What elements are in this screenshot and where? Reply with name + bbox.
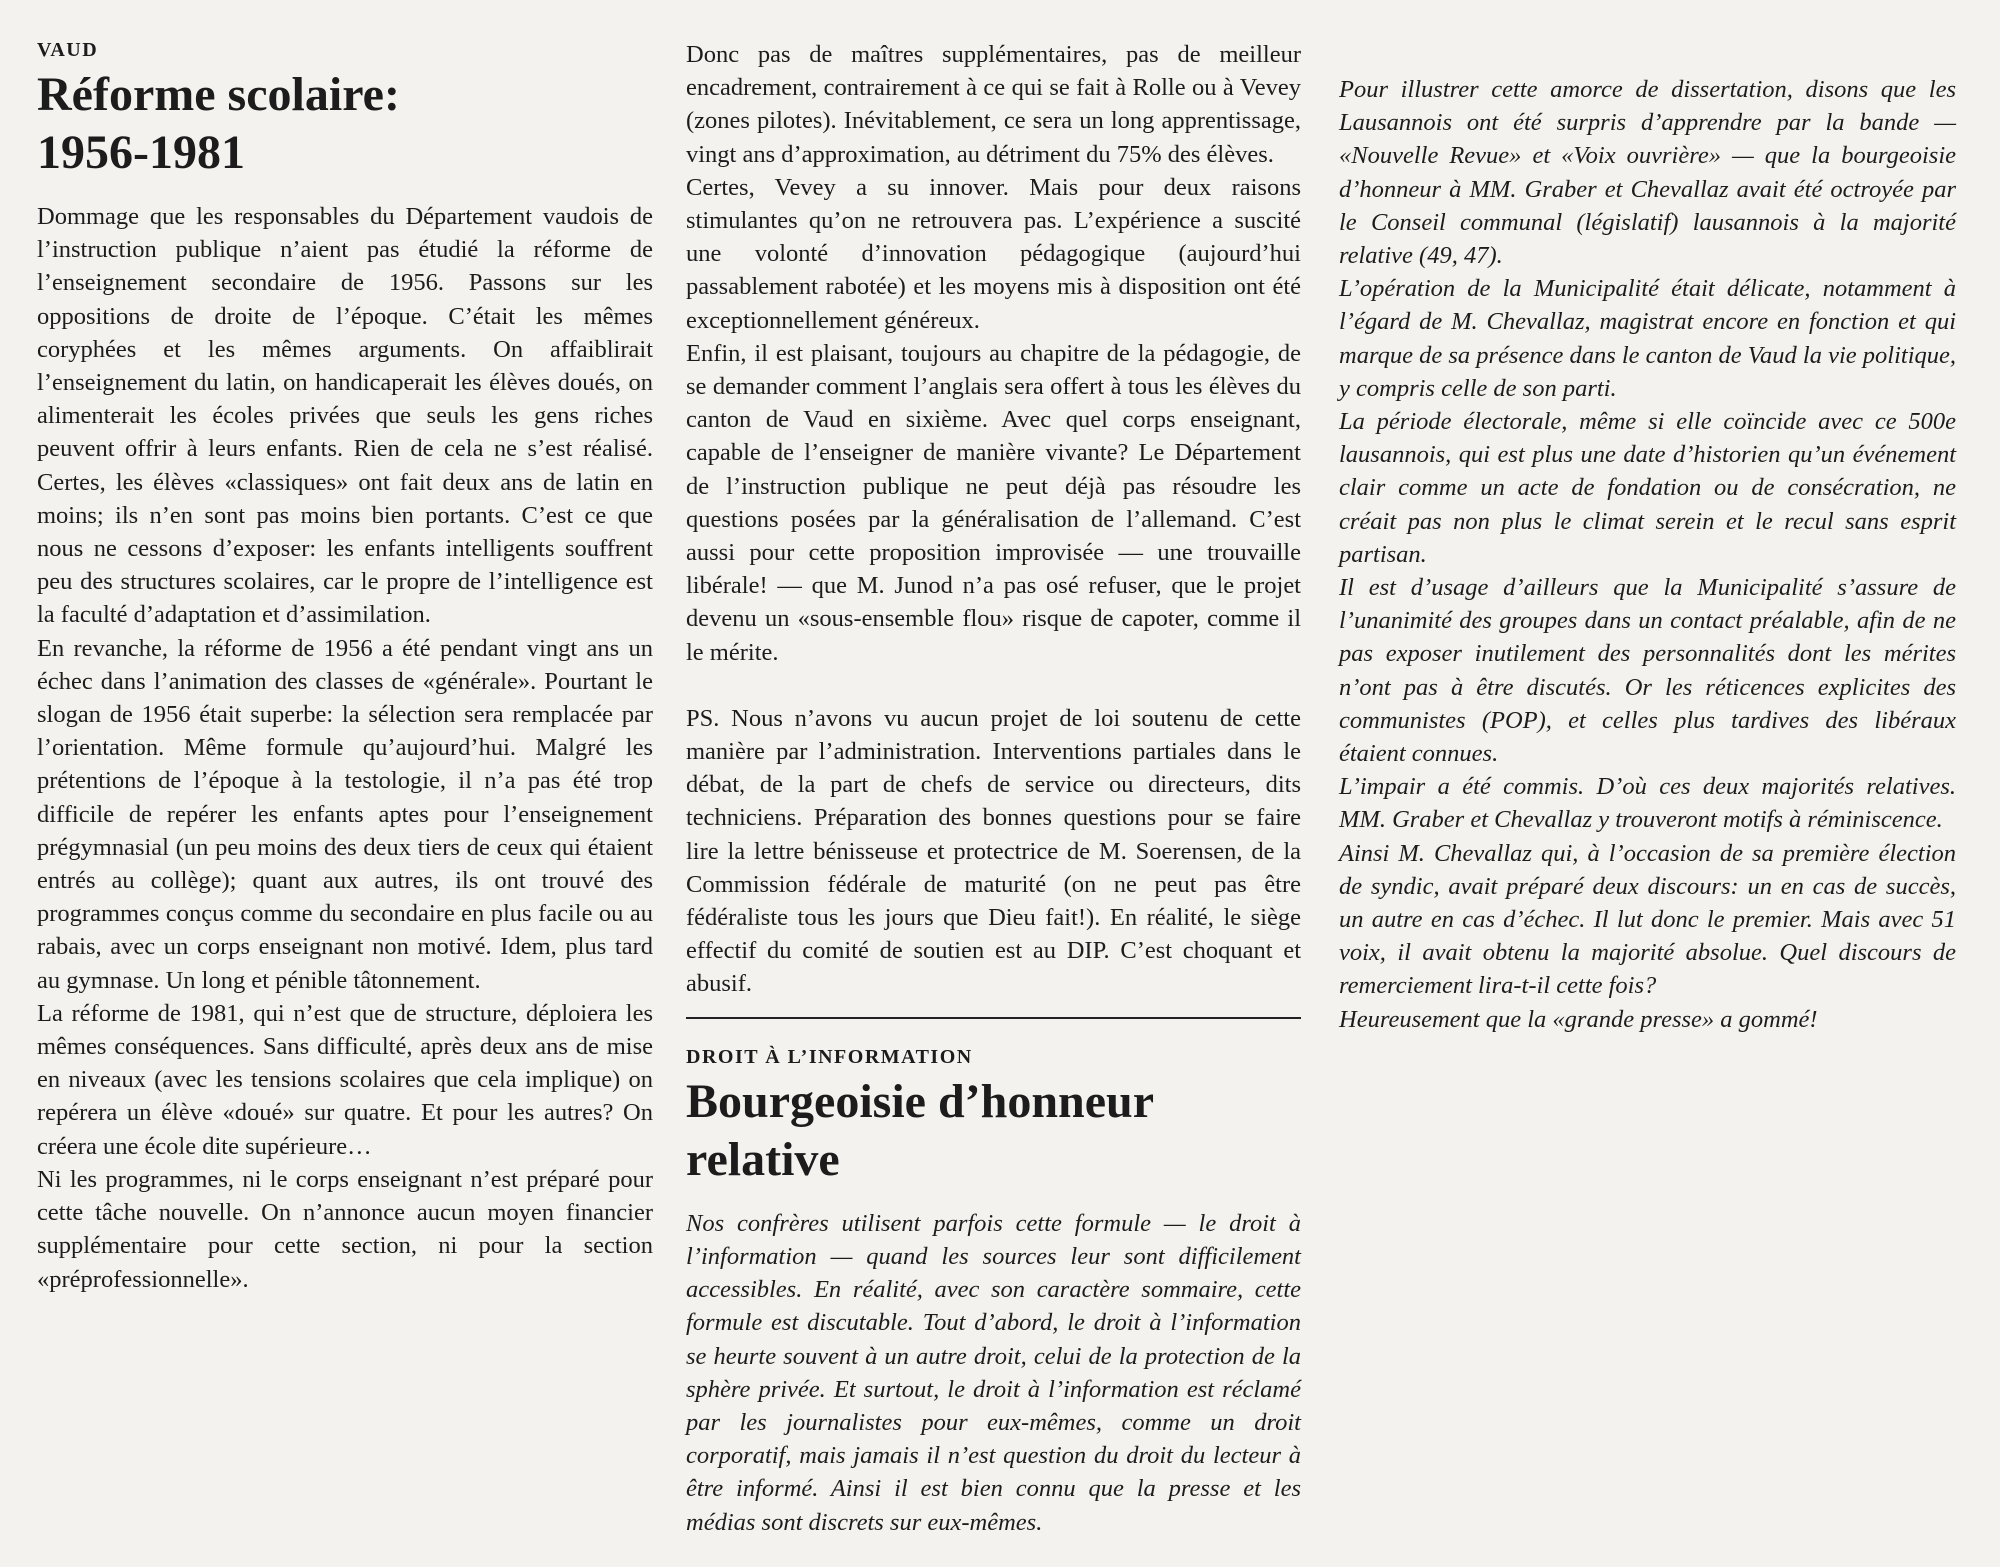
- article-paragraph: Enfin, il est plaisant, toujours au chapitre de la pédagogie, de se demander comment l’anglais sera offert à tous les élèves du canton de Vaud en sixième. Avec quel corps enseignant, capable de l’enseigner de manière vivante? Le Département de l’instruction publique ne peut déjà pas résoudre les questions posées par la généralisation de l’allemand. C’est aussi pour cette proposition improvisée — une trouvaille libérale! — que M. Junod n’a pas osé refuser, que le projet devenu un «sous-ensemble flou» risque de capoter, comme il le mérite.: [686, 339, 1301, 666]
- article-divider-rule: [686, 1017, 1301, 1019]
- column-3: [1339, 40, 1956, 1036]
- headline-reforme-scolaire: [37, 66, 653, 182]
- article-paragraph: La réforme de 1981, qui n’est que de structure, déploiera les mêmes conséquences. Sans difficulté, après deux ans de mise en niveaux (avec les tensions scolaires que cela implique) on repérera un élève «doué» sur quatre. Et pour les autres? On créera une école dite supérieure…: [37, 999, 653, 1160]
- lede-paragraph: Nos confrères utilisent parfois cette formule — le droit à l’information — quand les sources leur sont difficilement accessibles. En réalité, avec son caractère sommaire, cette formule est discutable. Tout d’abord, le droit à l’information se heurte souvent à un autre droit, celui de la protection de la sphère privée. Et surtout, le droit à l’information est réclamé par les journalistes pour eux-mêmes, comme un droit corporatif, mais jamais il n’est question du droit du lecteur à être informé. Ainsi il est bien connu que la presse et les médias sont discrets sur eux-mêmes.: [686, 1209, 1301, 1536]
- article-paragraph: L’impair a été commis. D’où ces deux majorités relatives. MM. Graber et Chevallaz y trouveront motifs à réminiscence.: [1339, 773, 1956, 834]
- paragraph-gap: [1339, 40, 1956, 73]
- column-1: [37, 38, 653, 1296]
- article-paragraph: Donc pas de maîtres supplémentaires, pas de meilleur encadrement, contrairement à ce qui se fait à Rolle ou à Vevey (zones pilotes). Inévitablement, ce sera un long apprentissage, vingt ans d’approximation, au détriment du 75% des élèves.: [686, 41, 1301, 168]
- article-paragraph: Il est d’usage d’ailleurs que la Municipalité s’assure de l’unanimité des groupes dans un contact préalable, afin de ne pas exposer inutilement des personnalités dont les mérites n’ont pas à être discutés. Or les réticences explicites des communistes (POP), et celles plus tardives des libéraux étaient connues.: [1339, 574, 1956, 768]
- section-label-vaud: VAUD: [37, 39, 99, 61]
- headline-line-2: 1956-1981: [37, 126, 245, 179]
- headline-line-1: Bourgeoisie d’honneur: [686, 1074, 1155, 1128]
- article-paragraph: Certes, Vevey a su innover. Mais pour deux raisons stimulantes qu’on ne retrouvera pas. L’expérience a suscité une volonté d’innovation pédagogique (aujourd’hui passablement rabotée) et les moyens mis à disposition ont été exceptionnellement généreux.: [686, 173, 1301, 334]
- column-2: [686, 38, 1301, 1539]
- article-paragraph: Ni les programmes, ni le corps enseignant n’est préparé pour cette tâche nouvelle. On n’annonce aucun moyen financier supplémentaire pour cette section, ni pour la section «préprofessionnelle».: [37, 1165, 653, 1293]
- headline-line-1: Réforme scolaire:: [37, 68, 400, 121]
- article-paragraph: L’opération de la Municipalité était délicate, notamment à l’égard de M. Chevallaz, magistrat encore en fonction et qui marque de sa présence dans le canton de Vaud la vie politique, y compris celle de son parti.: [1339, 275, 1956, 402]
- paragraph-gap: [686, 669, 1301, 702]
- section-label-droit-information: DROIT À L’INFORMATION: [686, 1045, 973, 1068]
- article-paragraph: En revanche, la réforme de 1956 a été pendant vingt ans un échec dans l’animation des classes de «générale». Pourtant le slogan de 1956 était superbe: la sélection sera remplacée par l’orientation. Même formule qu’aujourd’hui. Malgré les prétentions de l’époque à la testologie, il n’a pas été trop difficile de repérer les enfants aptes pour l’enseignement prégymnasial (un peu moins des deux tiers de ceux qui étaient entrés au collège); quant aux autres, ils ont trouvé des programmes conçus comme du secondaire en plus facile ou au rabais, avec un corps enseignant non motivé. Idem, plus tard au gymnase. Un long et pénible tâtonnement.: [37, 634, 653, 994]
- headline-line-2: relative: [686, 1132, 840, 1186]
- article-paragraph: Dommage que les responsables du Département vaudois de l’instruction publique n’aient pas étudié la réforme de l’enseignement secondaire de 1956. Passons sur les oppositions de droite de l’époque. C’était les mêmes coryphées et les mêmes arguments. On affaiblirait l’enseignement du latin, on handicaperait les élèves doués, on alimenterait les écoles privées que seuls les gens riches peuvent offrir à leurs enfants. Rien de cela ne s’est réalisé. Certes, les élèves «classiques» ont fait deux ans de latin en moins; ils n’en sont pas moins bien portants. C’est ce que nous ne cessons d’exposer: les enfants intelligents souffrent peu des structures scolaires, car le propre de l’intelligence est la faculté d’adaptation et d’assimilation.: [37, 203, 653, 629]
- postscript-paragraph: PS. Nous n’avons vu aucun projet de loi soutenu de cette manière par l’administration. Interventions partiales dans le débat, de la part de chefs de service ou directeurs, dits techniciens. Préparation des bonnes questions pour se faire lire la lettre bénisseuse et protectrice de M. Soerensen, de la Commission fédérale de maturité (on ne peut pas être fédéraliste tous les jours que Dieu fait!). En réalité, le siège effectif du comité de soutien est au DIP. C’est choquant et abusif.: [686, 704, 1301, 998]
- headline-bourgeoisie-honneur: [686, 1073, 1301, 1189]
- article-paragraph: Heureusement que la «grande presse» a gommé!: [1339, 1005, 1818, 1033]
- article-paragraph: La période électorale, même si elle coïncide avec ce 500e lausannois, qui est plus une date d’historien qu’un événement clair comme un acte de fondation ou de consécration, ne créait pas non plus le climat serein et le recul sans esprit partisan.: [1339, 408, 1956, 568]
- article-paragraph: Ainsi M. Chevallaz qui, à l’occasion de sa première élection de syndic, avait préparé deux discours: un en cas de succès, un autre en cas d’échec. Il lut donc le premier. Mais avec 51 voix, il avait obtenu la majorité absolue. Quel discours de remerciement lira-t-il cette fois?: [1339, 839, 1956, 1000]
- article-paragraph: Pour illustrer cette amorce de dissertation, disons que les Lausannois ont été surpris d’apprendre par la bande — «Nouvelle Revue» et «Voix ouvrière» — que la bourgeoisie d’honneur à MM. Graber et Chevallaz avait été octroyée par le Conseil communal (législatif) lausannois à la majorité relative (49, 47).: [1339, 76, 1956, 270]
